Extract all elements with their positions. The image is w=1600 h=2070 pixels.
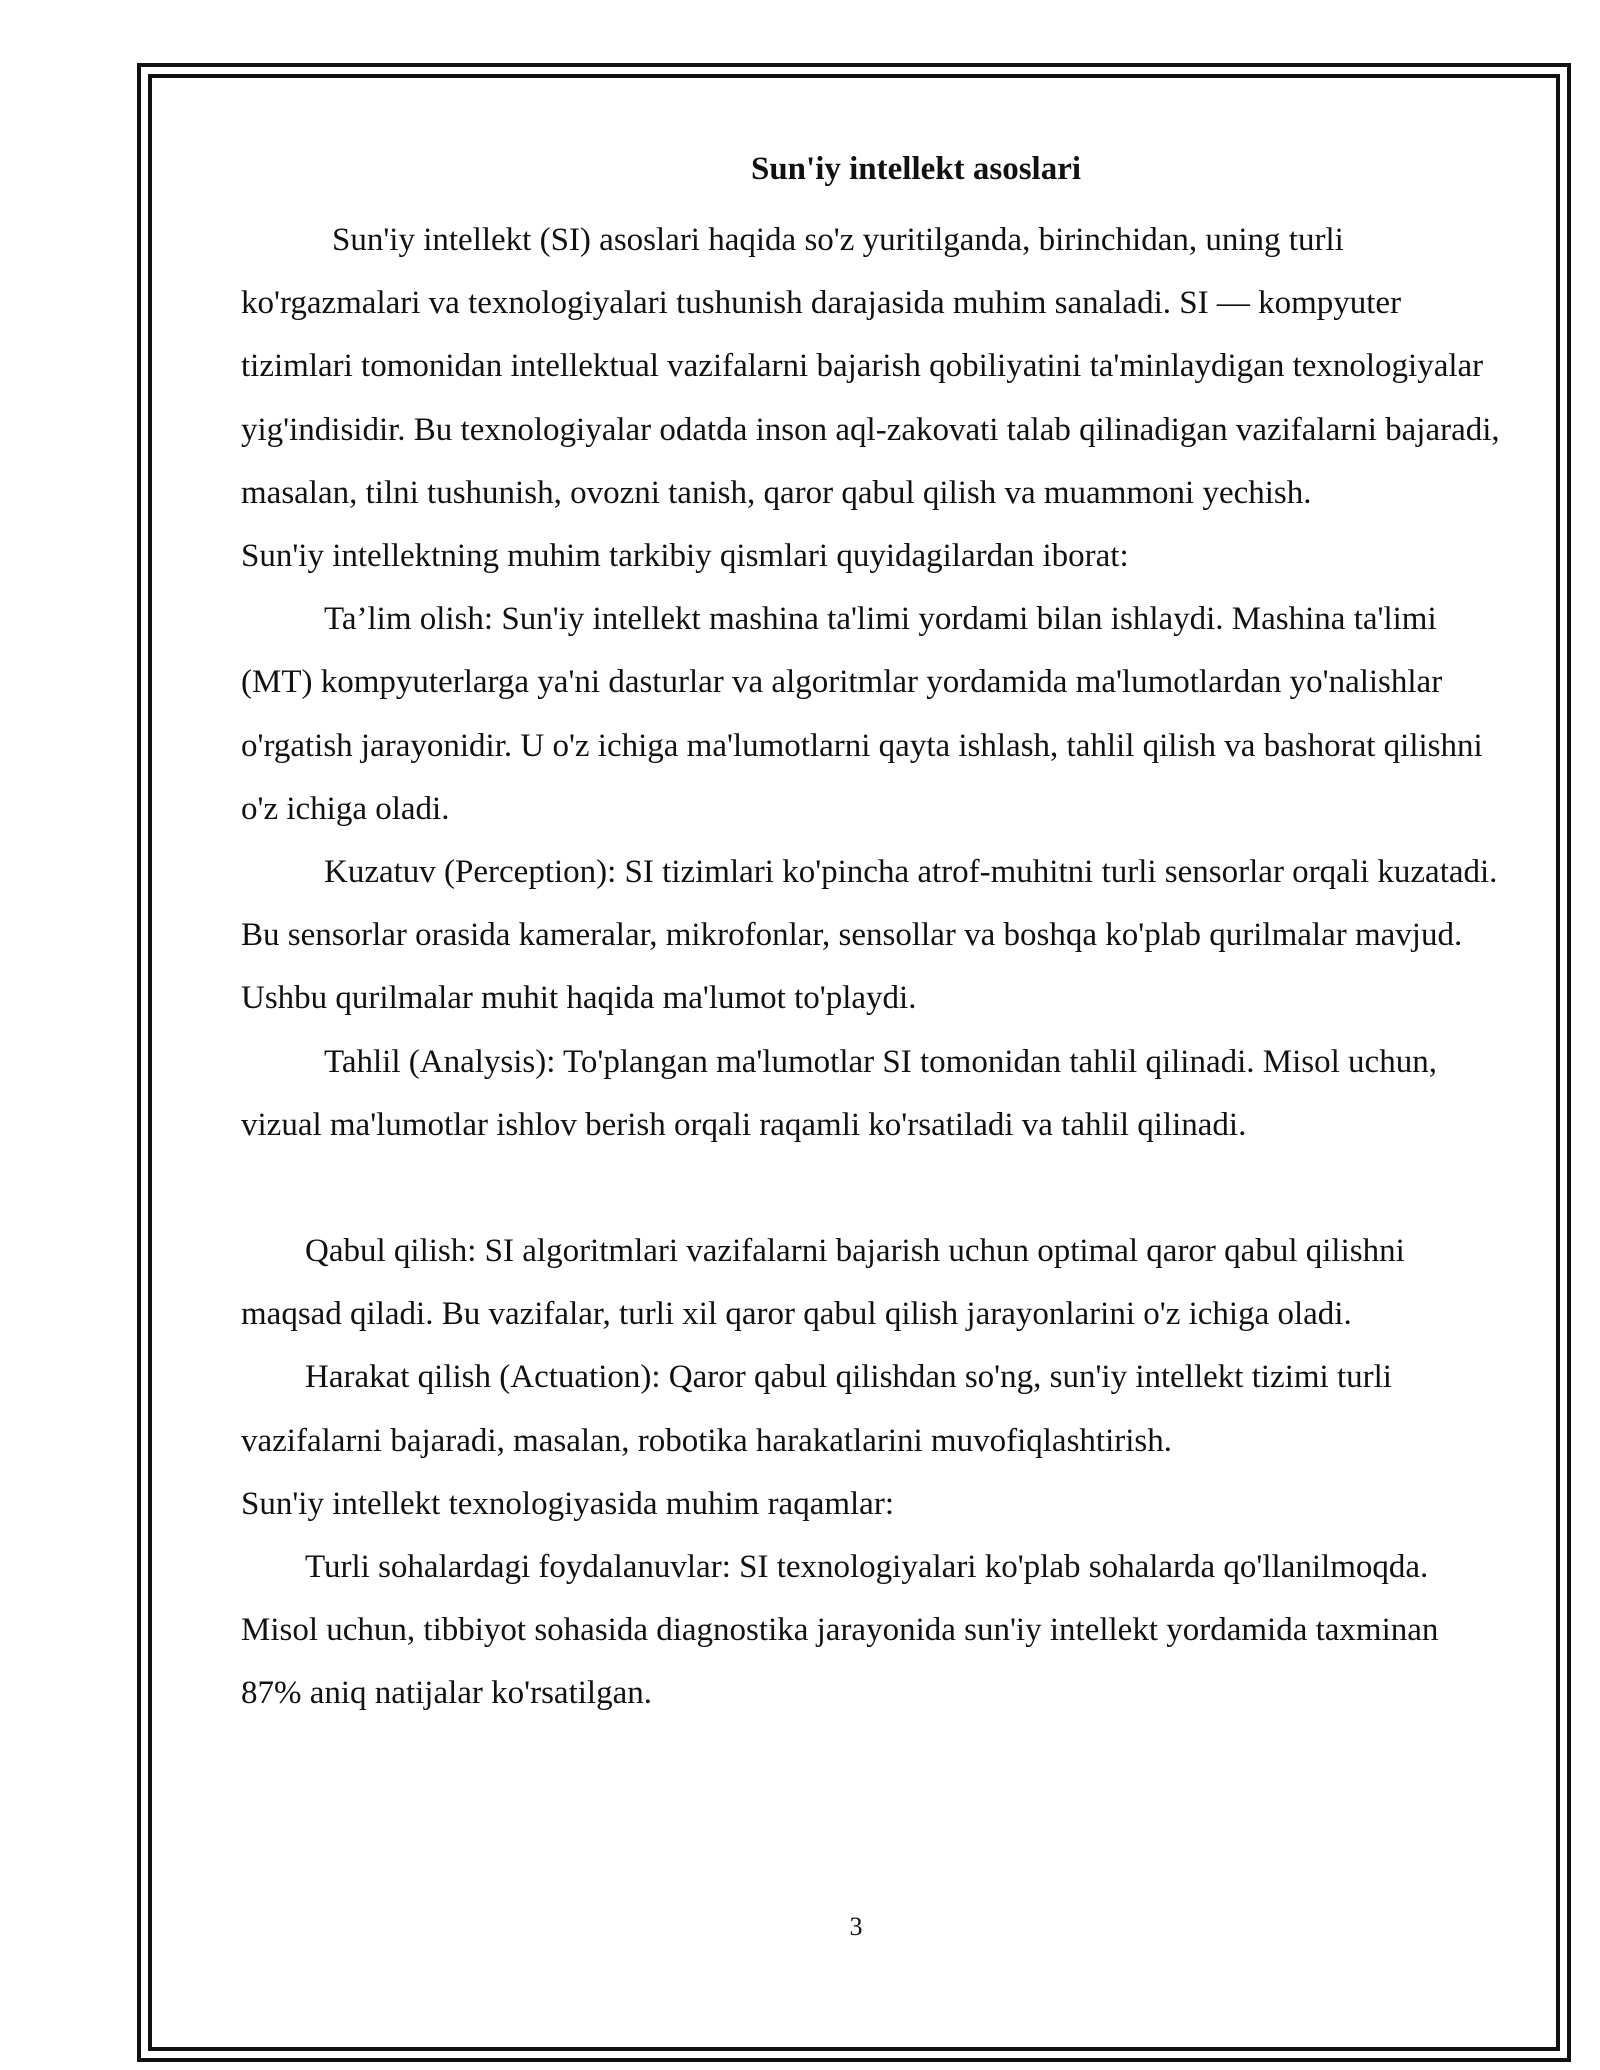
paragraph-components-heading: Sun'iy intellektning muhim tarkibiy qismlari quyidagilardan iborat:	[241, 538, 1129, 575]
paragraph-intro: Sun'iy intellekt (SI) asoslari haqida so'z yuritilganda, birinchidan, uning turli ko'rgazmalari va texnologiyalari tushunish darajasida muhim sanaladi. SI — kompyuter tizimlari tomonidan intellektual vazifalarni bajarish qobiliyatini ta'minlaydigan texnologiyalar yig'indisidir. Bu texnologiyalar odatda inson aql-zakovati talab qilinadigan vazifalarni bajaradi, masalan, tilni tushunish, ovozni tanish, qaror qabul qilish va muammoni yechish.	[241, 222, 1500, 511]
paragraph-actuation: Harakat qilish (Actuation): Qaror qabul qilishdan so'ng, sun'iy intellekt tizimi turli vazifalarni bajaradi, masalan, robotika harakatlarini muvofiqlashtirish.	[241, 1359, 1392, 1459]
paragraph-learning: Ta’lim olish: Sun'iy intellekt mashina ta'limi yordami bilan ishlaydi. Mashina ta'limi (MT) kompyuterlarga ya'ni dasturlar va algoritmlar yordamida ma'lumotlardan yo'nalishlar o'rgatish jarayonidir. U o'z ichiga ma'lumotlarni qayta ishlash, tahlil qilish va bashorat qilishni o'z ichiga oladi.	[241, 601, 1483, 827]
paragraph-figures-heading: Sun'iy intellekt texnologiyasida muhim raqamlar:	[241, 1485, 894, 1522]
paragraph-decision: Qabul qilish: SI algoritmlari vazifalarni bajarish uchun optimal qaror qabul qilishni maqsad qiladi. Bu vazifalar, turli xil qaror qabul qilish jarayonlarini o'z ichiga oladi.	[241, 1233, 1405, 1333]
paragraph-applications: Turli sohalardagi foydalanuvlar: SI texnologiyalari ko'plab sohalarda qo'llanilmoqda. Misol uchun, tibbiyot sohasida diagnostika jarayonida sun'iy intellekt yordamida taxminan 87% aniq natijalar ko'rsatilgan.	[241, 1549, 1439, 1712]
paragraph-spacer	[241, 1157, 1503, 1220]
document-title: Sun'iy intellekt asoslari	[750, 151, 1082, 187]
paragraph-perception: Kuzatuv (Perception): SI tizimlari ko'pincha atrof-muhitni turli sensorlar orqali kuzatadi. Bu sensorlar orasida kameralar, mikrofonlar, sensollar va boshqa ko'plab qurilmalar mavjud. Ushbu qurilmalar muhit haqida ma'lumot to'playdi.	[241, 854, 1498, 1017]
page-body	[241, 145, 1503, 1726]
paragraph-analysis: Tahlil (Analysis): To'plangan ma'lumotlar SI tomonidan tahlil qilinadi. Misol uchun, vizual ma'lumotlar ishlov berish orqali raqamli ko'rsatiladi va tahlil qilinadi.	[241, 1043, 1437, 1143]
page-number: 3	[849, 1912, 863, 1941]
